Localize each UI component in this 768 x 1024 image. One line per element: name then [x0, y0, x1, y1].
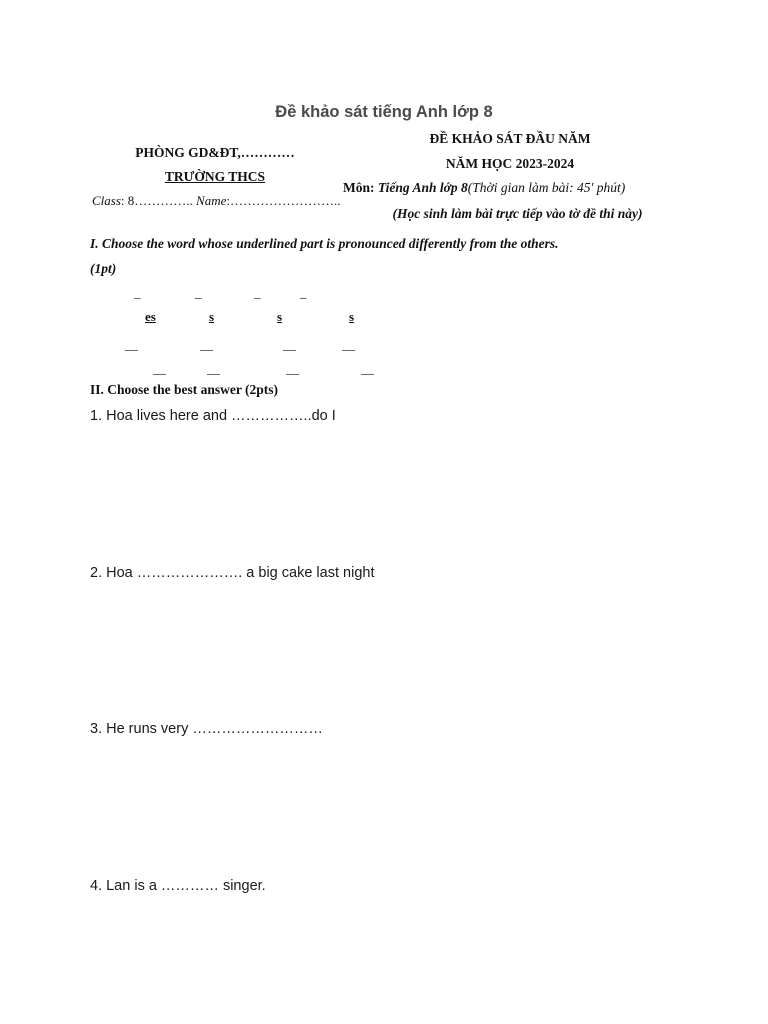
- row4-mark: __: [286, 361, 299, 376]
- row3-mark: __: [125, 337, 138, 352]
- section1-heading-text: I. Choose the word whose underlined part is pronounced differently from the others.: [90, 236, 559, 251]
- row3-mark: __: [283, 337, 296, 352]
- class-label: Class: [92, 193, 121, 208]
- section1-points: (1pt): [90, 261, 117, 276]
- row3-mark: __: [342, 337, 355, 352]
- option-underlined-part: es: [145, 309, 156, 324]
- row4-mark: __: [361, 361, 374, 376]
- document-title: Đề khảo sát tiếng Anh lớp 8: [275, 103, 493, 121]
- row1-mark: _: [195, 285, 202, 300]
- class-name-line: [92, 193, 341, 209]
- row3-mark: __: [200, 337, 213, 352]
- section1-heading: [90, 231, 690, 281]
- name-label: Name: [196, 193, 227, 208]
- row1-mark: _: [300, 285, 307, 300]
- row4-mark: __: [153, 361, 166, 376]
- subject-label: Môn:: [343, 180, 378, 195]
- exam-title: ĐỀ KHẢO SÁT ĐẦU NĂM: [429, 131, 591, 146]
- department-label: PHÒNG GD&ĐT,…………: [135, 145, 295, 160]
- question-1: 1. Hoa lives here and ……………..do I: [90, 408, 336, 424]
- class-value: : 8…………..: [120, 193, 197, 208]
- section2-heading: II. Choose the best answer (2pts): [90, 382, 279, 397]
- option-underlined-part: s: [349, 309, 355, 324]
- subject-value: Tiếng Anh lớp 8: [377, 180, 468, 195]
- school-label: TRƯỜNG THCS: [164, 169, 266, 184]
- row1-mark: _: [254, 285, 261, 300]
- name-value: :……………………..: [226, 193, 341, 208]
- instruction-note: (Học sinh làm bài trực tiếp vào tờ đề thi này): [392, 206, 643, 221]
- question-2: 2. Hoa …………………. a big cake last night: [90, 565, 375, 581]
- question-4: 4. Lan is a ………… singer.: [90, 878, 266, 894]
- question-3: 3. He runs very ………………………: [90, 721, 323, 737]
- school-year: NĂM HỌC 2023-2024: [445, 156, 575, 171]
- row4-mark: __: [207, 361, 220, 376]
- row1-mark: _: [134, 285, 141, 300]
- subject-line: [343, 180, 625, 196]
- time-note: (Thời gian làm bài: 45' phút): [467, 180, 626, 195]
- option-underlined-part: s: [209, 309, 215, 324]
- option-underlined-part: s: [277, 309, 283, 324]
